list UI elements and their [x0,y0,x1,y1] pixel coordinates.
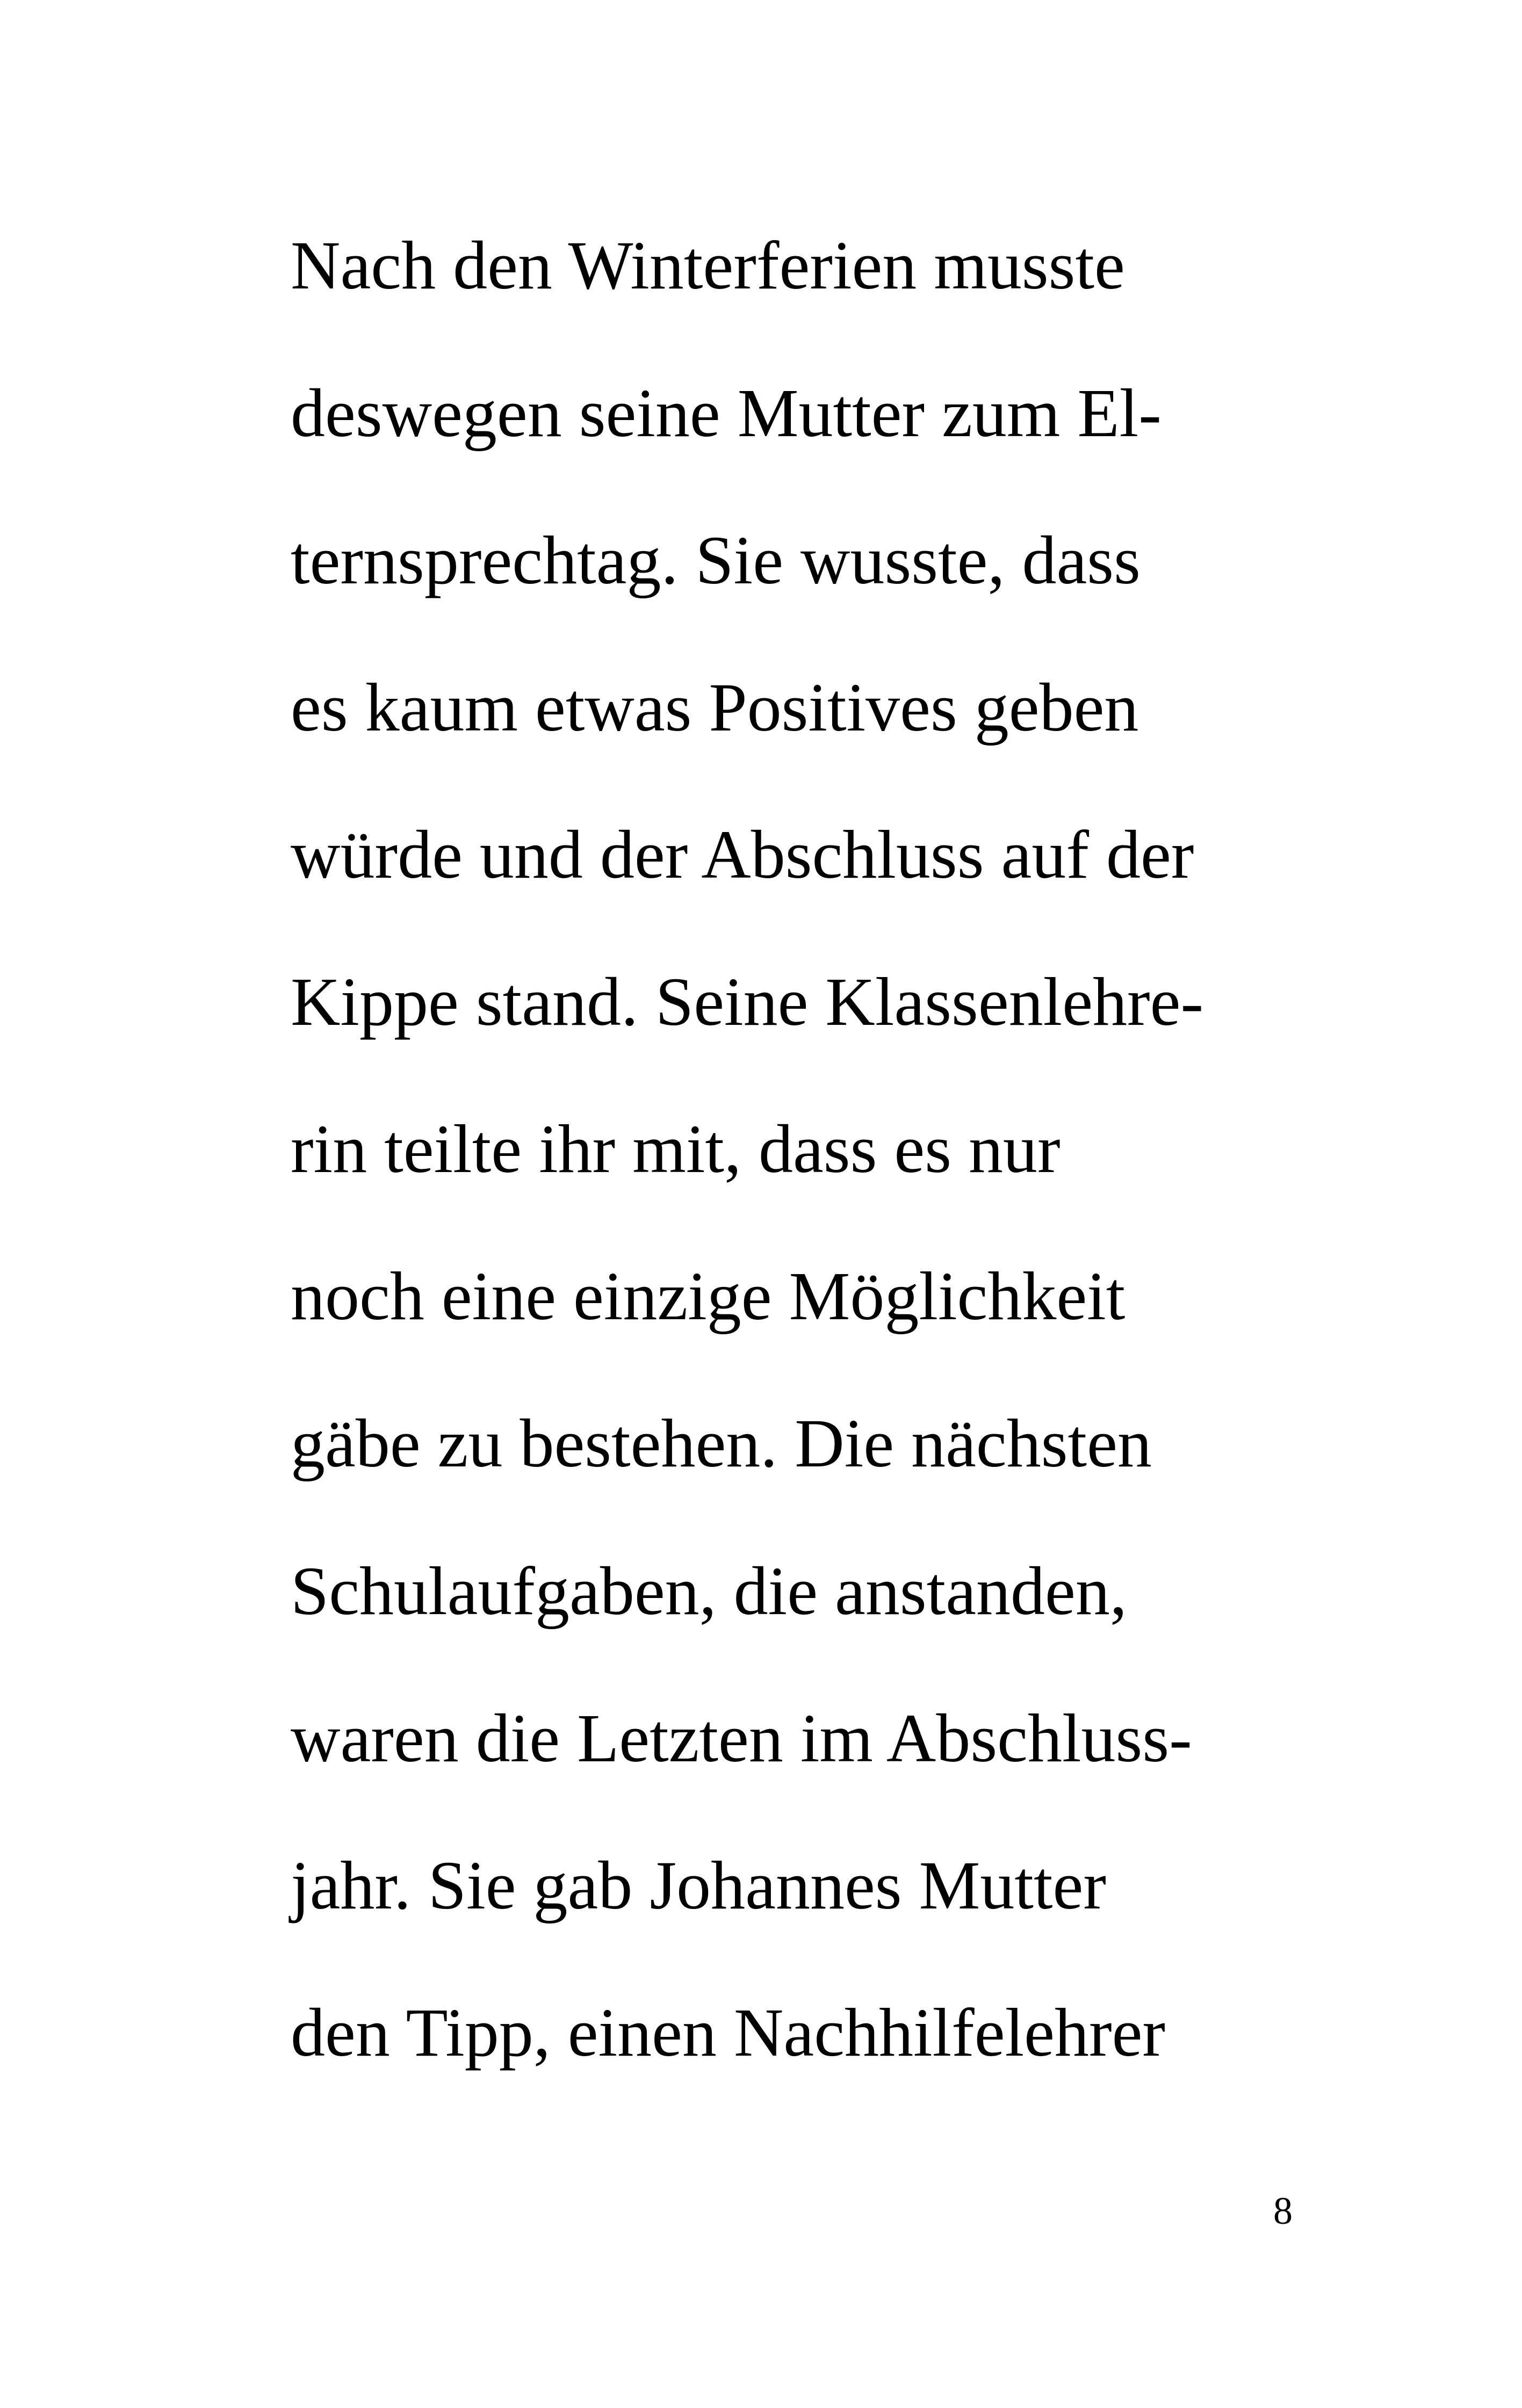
text-line: Kippe stand. Seine Klassenlehre- [291,964,1204,1040]
text-line: Nach den Winterferien musste [291,227,1125,303]
text-line: waren die Letzten im Abschluss- [291,1700,1192,1776]
text-line: würde und der Abschluss auf der [291,816,1194,893]
text-line: noch eine einzige Möglichkeit [291,1258,1126,1334]
text-line: rin teilte ihr mit, dass es nur [291,1111,1061,1187]
text-line: ternsprechtag. Sie wusste, dass [291,522,1141,598]
text-line: gäbe zu bestehen. Die nächsten [291,1405,1152,1481]
text-line: den Tipp, einen Nachhilfelehrer [291,1994,1165,2071]
text-line: deswegen seine Mutter zum El- [291,375,1162,451]
text-line: es kaum etwas Positives geben [291,669,1139,746]
page-number: 8 [1273,2189,1293,2232]
text-line: jahr. Sie gab Johannes Mutter [291,1847,1106,1923]
text-line: Schulaufgaben, die anstanden, [291,1553,1127,1629]
